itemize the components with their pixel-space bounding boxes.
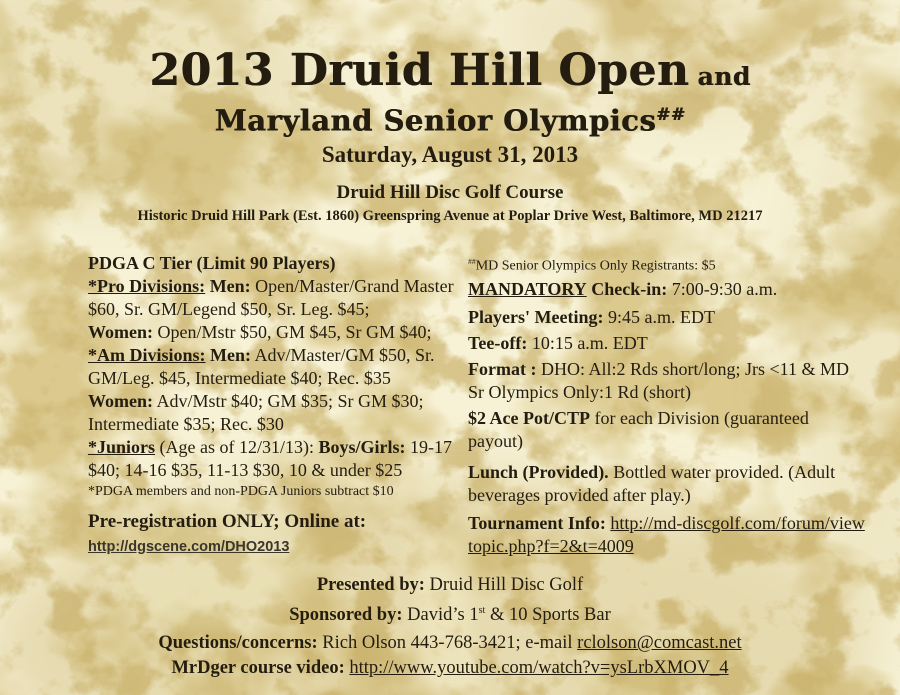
teeoff-label: Tee-off: <box>468 333 528 354</box>
juniors-line <box>88 436 462 482</box>
presented-by-line <box>0 573 900 598</box>
flyer-title <box>0 46 900 96</box>
registration-url-link[interactable]: http://dgscene.com/DHO2013 <box>88 538 290 555</box>
pro-men-prices: Open/Master/Grand Master $60, Sr. GM/Legend $50, Sr. Leg. $45; <box>88 275 454 319</box>
pro-divisions-line <box>88 275 462 321</box>
lunch-text: Bottled water provided. (Adult beverages provided after play.) <box>468 462 836 506</box>
sponsored-by-label: Sponsored by: <box>289 605 403 626</box>
presented-by-label: Presented by: <box>316 575 425 596</box>
tournament-info-url-link[interactable]: http://md-discgolf.com/forum/viewtopic.php?f=2&t=4009 <box>468 513 865 557</box>
sponsored-by-line <box>0 598 900 628</box>
body-columns <box>88 252 900 562</box>
pro-women-prices: Open/Mstr $50, GM $45, Sr GM $40; <box>157 321 432 342</box>
am-men-prices: Adv/Master/GM $50, Sr. GM/Leg. $45, Intermediate $40; Rec. $35 <box>88 344 435 388</box>
players-meeting-label: Players' Meeting: <box>468 307 604 328</box>
subtitle-footnote-marker: ## <box>656 105 686 125</box>
ace-pot-text: for each Division (guaranteed payout) <box>468 408 809 452</box>
lunch-line <box>468 461 868 507</box>
juniors-label: *Juniors <box>88 436 156 457</box>
sponsor-ordinal-sup: st <box>478 605 486 617</box>
flyer-subtitle <box>0 96 900 140</box>
teeoff-line <box>468 332 868 355</box>
senior-olympics-fee-note <box>468 252 868 276</box>
questions-label: Questions/concerns: <box>158 633 318 654</box>
preregistration-line: Pre-registration ONLY; Online at: <box>88 510 367 532</box>
players-meeting-line <box>468 306 868 329</box>
juniors-age-note: (Age as of 12/31/13): <box>159 436 314 457</box>
juniors-boys-girls-label: Boys/Girls: <box>318 436 406 457</box>
subtitle-text: Maryland Senior Olympics <box>214 103 657 138</box>
am-divisions-line <box>88 344 462 390</box>
course-name: Druid Hill Disc Golf Course <box>336 181 564 203</box>
teeoff-time: 10:15 a.m. EDT <box>531 333 648 354</box>
ace-pot-label: $2 Ace Pot/CTP <box>468 408 590 429</box>
mandatory-label: MANDATORY <box>468 279 587 300</box>
format-label: Format : <box>468 359 537 380</box>
am-men-label: Men: <box>210 344 251 365</box>
schedule-column <box>468 252 868 562</box>
tier-line: PDGA C Tier (Limit 90 Players) <box>88 252 336 273</box>
presented-by-text: Druid Hill Disc Golf <box>429 575 584 596</box>
fee-note-text: MD Senior Olympics Only Registrants: $5 <box>475 258 716 274</box>
tournament-info-line <box>468 512 868 558</box>
pro-women-line <box>88 321 462 344</box>
pro-women-label: Women: <box>88 321 153 342</box>
am-women-line <box>88 390 462 436</box>
registration-column <box>88 252 462 562</box>
format-line <box>468 358 868 404</box>
contact-text: Rich Olson 443-768-3421; e-mail <box>322 633 573 654</box>
course-address: Historic Druid Hill Park (Est. 1860) Greenspring Avenue at Poplar Drive West, Baltimore, MD 21217 <box>137 207 763 224</box>
flyer-footer <box>0 573 900 681</box>
flyer-header <box>0 0 900 226</box>
title-main: 2013 Druid Hill Open <box>149 45 690 96</box>
footnote-marker: ## <box>468 256 476 266</box>
tournament-info-label: Tournament Info: <box>468 513 606 534</box>
course-video-url-link[interactable]: http://www.youtube.com/watch?v=ysLrbXMOV_4 <box>349 658 729 679</box>
am-women-label: Women: <box>88 390 153 411</box>
format-text: DHO: All:2 Rds short/long; Jrs <11 & MD Sr Olympics Only:1 Rd (short) <box>468 359 849 403</box>
course-video-line <box>0 656 900 681</box>
pro-men-label: Men: <box>209 275 251 296</box>
juniors-prices: 19-17 $40; 14-16 $35, 11-13 $30, 10 & under $25 <box>88 436 453 480</box>
event-date: Saturday, August 31, 2013 <box>321 141 579 167</box>
checkin-line <box>468 278 868 301</box>
sponsor-name: David’s 1 <box>407 605 479 626</box>
lunch-label: Lunch (Provided). <box>468 462 609 483</box>
ace-pot-line <box>468 407 868 453</box>
checkin-label: Check-in: <box>591 279 668 300</box>
players-meeting-time: 9:45 a.m. EDT <box>607 307 715 328</box>
am-divisions-label: *Am Divisions: <box>88 344 206 365</box>
checkin-time: 7:00-9:30 a.m. <box>671 279 778 300</box>
pdga-discount-note: *PDGA members and non-PDGA Juniors subtract $10 <box>88 483 394 499</box>
course-video-label: MrDger course video: <box>171 658 345 679</box>
am-women-prices: Adv/Mstr $40; GM $35; Sr GM $30; Intermediate $35; Rec. $30 <box>88 390 424 434</box>
pro-divisions-label: *Pro Divisions: <box>88 275 206 296</box>
title-and: and <box>697 62 751 91</box>
questions-line <box>0 631 900 656</box>
sponsor-name-rest: & 10 Sports Bar <box>489 605 611 626</box>
contact-email-link[interactable]: rclolson@comcast.net <box>577 633 742 654</box>
